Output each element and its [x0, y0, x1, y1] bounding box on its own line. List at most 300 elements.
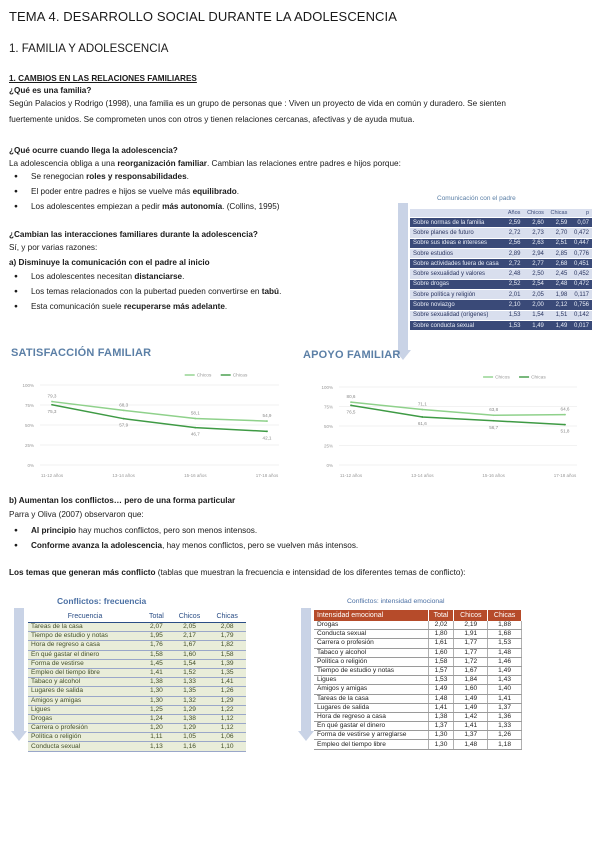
bullet-power: ● El poder entre padres e hijos se vuelve más equilibrado.	[31, 187, 239, 196]
freq-table-header-cell: Chicas	[208, 611, 246, 623]
freq-table-cell: 1,26	[208, 687, 246, 696]
comm-table-cell: 0,117	[570, 290, 592, 300]
freq-table-header-cell: Chicos	[171, 611, 209, 623]
freq-table-cell: 1,20	[142, 724, 171, 733]
comm-table-cell: 2,56	[504, 238, 523, 248]
int-table-row	[314, 740, 522, 749]
int-table-cell: 1,49	[488, 666, 522, 675]
int-table-cell: 1,61	[428, 639, 454, 648]
int-table-band	[301, 608, 311, 734]
comm-table-cell: 2,48	[547, 279, 570, 289]
int-table-cell: Amigos y amigas	[314, 685, 428, 694]
freq-table-cell: 1,60	[171, 650, 209, 659]
freq-table-cell: 1,41	[208, 678, 246, 687]
comm-table-cell: 2,89	[504, 248, 523, 258]
chart-data-label: 58,1	[190, 410, 200, 416]
int-table-cell: Drogas	[314, 621, 428, 630]
paragraph-topics: Los temas que generan más conflicto (tablas que muestran la frecuencia e intensidad de los diferentes temas de conflicto):	[9, 568, 466, 577]
paragraph-family-1: Según Palacios y Rodrigo (1998), una familia es un grupo de personas que : Viven un proyecto de vida en común y duradero. Se sienten	[9, 99, 506, 108]
comm-table-cell: Sobre normas de la familia	[410, 218, 504, 228]
int-table-cell: 1,48	[454, 740, 488, 749]
chart-x-tick-label: 13-14 años	[411, 473, 434, 478]
int-table-cell: 1,58	[428, 657, 454, 666]
int-table-row	[314, 712, 522, 721]
freq-table-cell: 1,12	[208, 724, 246, 733]
comm-table	[410, 209, 592, 330]
int-table-header-cell: Intensidad emocional	[314, 610, 428, 621]
chart-data-label: 61,6	[417, 420, 427, 426]
int-table-cell: 1,18	[488, 740, 522, 749]
comm-table-cell: Sobre estudios	[410, 248, 504, 258]
int-table-cell: 1,36	[488, 712, 522, 721]
int-table-cell: 1,60	[454, 685, 488, 694]
freq-table-cell: 1,58	[208, 650, 246, 659]
int-table-cell: 1,26	[488, 731, 522, 740]
int-table-cell: Lugares de salida	[314, 703, 428, 712]
int-table-cell: 1,80	[428, 630, 454, 639]
freq-table-cell: 1,52	[171, 668, 209, 677]
int-table-row	[314, 666, 522, 675]
int-table-header-cell: Total	[428, 610, 454, 621]
int-table-cell: 1,41	[428, 703, 454, 712]
chart-data-point	[194, 418, 196, 420]
comm-table-cell: 2,45	[547, 269, 570, 279]
comm-table-cell: 1,53	[504, 320, 523, 330]
bullet-recover: ● Esta comunicación suele recuperarse más adelante.	[31, 302, 227, 311]
int-table-cell: Forma de vestirse y arreglarse	[314, 731, 428, 740]
freq-table-title: Conflictos: frecuencia	[57, 596, 147, 606]
comm-table-header-cell: Chicos	[527, 210, 544, 216]
freq-table-cell: 1,82	[208, 641, 246, 650]
bullet-taboo: ● Los temas relacionados con la pubertad pueden convertirse en tabú.	[31, 287, 281, 296]
comm-table-cell: 2,10	[504, 300, 523, 310]
chart-data-point	[493, 414, 495, 416]
freq-table-cell: 1,29	[171, 705, 209, 714]
freq-table-cell: 1,32	[171, 696, 209, 705]
comm-table-cell: 1,53	[504, 310, 523, 320]
arrow-down-icon	[11, 731, 27, 741]
bullet-progress: ● Conforme avanza la adolescencia, hay menos conflictos, pero se vuelven más intensos.	[31, 541, 358, 550]
freq-table-row	[28, 678, 246, 687]
comm-table-cell: 0,452	[570, 269, 592, 279]
chart-data-point	[350, 404, 352, 406]
int-table-row	[314, 722, 522, 731]
int-table-cell: 1,67	[454, 666, 488, 675]
comm-table-cell: 2,48	[504, 269, 523, 279]
int-table-row	[314, 703, 522, 712]
comm-table-row	[410, 320, 592, 330]
freq-table-row	[28, 668, 246, 677]
chart-data-point	[266, 420, 268, 422]
question-interactions: ¿Cambian las interacciones familiares durante la adolescencia?	[9, 230, 258, 239]
int-table-cell: Tiempo de estudio y notas	[314, 666, 428, 675]
chart-data-point	[123, 418, 125, 420]
int-table-cell: 1,33	[488, 722, 522, 731]
comm-table-cell: 2,52	[504, 279, 523, 289]
chart-x-tick-label: 13-14 años	[112, 473, 135, 478]
freq-table-cell: Conducta sexual	[28, 742, 142, 751]
freq-table-header-cell: Total	[142, 611, 171, 623]
chart-y-tick-label: 50%	[24, 423, 34, 428]
chart-y-tick-label: 25%	[24, 443, 34, 448]
freq-table-cell: 1,38	[142, 678, 171, 687]
int-table-cell: 1,49	[428, 685, 454, 694]
freq-table-cell: Hora de regreso a casa	[28, 641, 142, 650]
int-table-cell: 1,53	[428, 676, 454, 685]
chart-data-label: 76,5	[346, 409, 356, 415]
freq-table-row	[28, 687, 246, 696]
freq-table-row	[28, 650, 246, 659]
freq-table-cell: 2,08	[208, 623, 246, 632]
int-table-cell: 1,43	[488, 676, 522, 685]
freq-table-cell: Amigos y amigas	[28, 696, 142, 705]
freq-table-cell: 1,25	[142, 705, 171, 714]
comm-table-cell: 0,756	[570, 300, 592, 310]
comm-table-cell: 2,85	[547, 248, 570, 258]
chart-data-label: 75,3	[47, 408, 57, 414]
comm-table-header-cell: Chicas	[550, 210, 568, 216]
comm-table-cell: 2,01	[504, 290, 523, 300]
comm-table-cell: 2,60	[523, 218, 546, 228]
int-table-cell: 1,30	[428, 731, 454, 740]
comm-table-band	[398, 203, 408, 353]
comm-table-header-cell: p	[585, 210, 589, 216]
comm-table-row	[410, 259, 592, 269]
int-table-cell: 1,30	[428, 740, 454, 749]
bullet-beginning: ● Al principio hay muchos conflictos, pero son menos intensos.	[31, 526, 257, 535]
int-table-row	[314, 639, 522, 648]
comm-table-row	[410, 218, 592, 228]
freq-table-cell: 1,39	[208, 659, 246, 668]
int-table-header	[314, 610, 522, 621]
freq-table-cell: Carrera o profesión	[28, 724, 142, 733]
comm-table-cell: Sobre planes de futuro	[410, 228, 504, 238]
chart-data-point	[123, 409, 125, 411]
int-table-cell: 1,42	[454, 712, 488, 721]
int-table-cell: 1,53	[488, 639, 522, 648]
comm-table-cell: 1,49	[523, 320, 546, 330]
freq-table-row	[28, 742, 246, 751]
int-table-cell: 1,40	[488, 685, 522, 694]
freq-table-cell: Tareas de la casa	[28, 623, 142, 632]
freq-table-cell: Ligues	[28, 705, 142, 714]
int-table-cell: 1,41	[488, 694, 522, 703]
freq-table-cell: 1,41	[142, 668, 171, 677]
comm-table-cell: 0,472	[570, 228, 592, 238]
comm-table-row	[410, 310, 592, 320]
freq-table-header	[28, 611, 246, 623]
chart-series-line	[351, 402, 565, 415]
comm-table-cell: Sobre sus ideas e intereses	[410, 238, 504, 248]
comm-table-cell: Sobre sexualidad (orígenes)	[410, 310, 504, 320]
freq-table-row	[28, 632, 246, 641]
int-table-cell: 1,77	[454, 648, 488, 657]
freq-table-cell: 1,06	[208, 733, 246, 742]
freq-table-cell: Drogas	[28, 714, 142, 723]
comm-table-header	[410, 209, 592, 218]
chart-data-point	[51, 404, 53, 406]
freq-table-cell: Lugares de salida	[28, 687, 142, 696]
comm-table-cell: Sobre noviazgo	[410, 300, 504, 310]
chart-data-point	[493, 420, 495, 422]
arrow-down-icon	[298, 731, 314, 741]
freq-table-cell: 1,05	[171, 733, 209, 742]
freq-table-cell: 1,45	[142, 659, 171, 668]
comm-table-cell: Sobre actividades fuera de casa	[410, 259, 504, 269]
chart-data-label: 56,7	[489, 424, 499, 430]
chart-data-point	[266, 430, 268, 432]
freq-table-cell: 2,07	[142, 623, 171, 632]
chart-legend-label: Chicos	[495, 375, 510, 381]
chart-x-tick-label: 11-12 años	[40, 473, 64, 478]
int-table-header-cell: Chicas	[488, 610, 522, 621]
int-table-cell: 1,37	[488, 703, 522, 712]
int-table-title: Conflictos: intensidad emocional	[347, 598, 445, 605]
comm-table-header-cell	[410, 209, 504, 218]
question-adolescence: ¿Qué ocurre cuando llega la adolescencia?	[9, 146, 178, 155]
subsection-heading: 1. CAMBIOS EN LAS RELACIONES FAMILIARES	[9, 74, 197, 83]
chart-data-label: 54,9	[262, 413, 272, 419]
freq-table-cell: 1,33	[171, 678, 209, 687]
bullet-roles: ● Se renegocian roles y responsabilidades.	[31, 172, 189, 181]
int-table-cell: 1,60	[428, 648, 454, 657]
comm-table-cell: 2,05	[523, 290, 546, 300]
freq-table-cell: 1,11	[142, 733, 171, 742]
comm-table-cell: 2,70	[547, 228, 570, 238]
int-table-cell: 1,37	[428, 722, 454, 731]
comm-table-cell: 0,776	[570, 248, 592, 258]
comm-table-cell: 2,77	[523, 259, 546, 269]
chart-support	[307, 367, 591, 483]
chart-x-tick-label: 17-18 años	[255, 473, 279, 478]
comm-table-cell: 0,07	[570, 218, 592, 228]
comm-table-cell: 2,68	[547, 259, 570, 269]
freq-table-row	[28, 733, 246, 742]
int-table-cell: 1,88	[488, 621, 522, 630]
freq-table-cell: 1,30	[142, 696, 171, 705]
freq-table	[28, 611, 246, 752]
comm-table-cell: 1,51	[547, 310, 570, 320]
freq-table-row	[28, 724, 246, 733]
chart-legend-label: Chicos	[196, 373, 212, 379]
chart-data-label: 46,7	[190, 431, 200, 437]
freq-table-cell: Empleo del tiempo libre	[28, 668, 142, 677]
freq-table-cell: 1,16	[171, 742, 209, 751]
question-family: ¿Qué es una familia?	[9, 86, 92, 95]
int-table-cell: 1,91	[454, 630, 488, 639]
freq-table-cell: 1,29	[171, 724, 209, 733]
int-table-row	[314, 694, 522, 703]
comm-table-cell: 2,72	[504, 259, 523, 269]
paragraph-family-2: fuertemente unidos. Se comprometen unos con otros y tienen relaciones cercanas, afectivas y de ayuda mutua.	[9, 115, 415, 124]
int-table-cell: Política o religión	[314, 657, 428, 666]
chart-data-point	[421, 409, 423, 411]
comm-table-cell: 0,142	[570, 310, 592, 320]
chart-data-point	[51, 401, 53, 403]
comm-table-cell: 2,12	[547, 300, 570, 310]
freq-table-cell: 1,35	[171, 687, 209, 696]
freq-table-row	[28, 696, 246, 705]
comm-table-cell: 1,49	[547, 320, 570, 330]
chart-y-tick-label: 75%	[24, 403, 34, 408]
comm-table-cell: 0,451	[570, 259, 592, 269]
paragraph-parra-oliva: Parra y Oliva (2007) observaron que:	[9, 510, 144, 519]
section-heading: 1. FAMILIA Y ADOLESCENCIA	[9, 43, 169, 55]
int-table	[314, 610, 522, 750]
chart-data-label: 51,8	[560, 428, 570, 434]
int-table-cell: Conducta sexual	[314, 630, 428, 639]
paragraph-adolescence: La adolescencia obliga a una reorganización familiar. Cambian las relaciones entre padres e hijos porque:	[9, 159, 401, 168]
freq-table-row	[28, 641, 246, 650]
int-table-row	[314, 621, 522, 630]
freq-table-cell: 1,38	[171, 714, 209, 723]
freq-table-cell: En qué gastar el dinero	[28, 650, 142, 659]
comm-table-row	[410, 290, 592, 300]
freq-table-row	[28, 659, 246, 668]
chart-data-point	[564, 424, 566, 426]
chart-x-tick-label: 11-12 años	[339, 473, 363, 478]
comm-table-row	[410, 248, 592, 258]
chart-legend-label: Chicas	[531, 375, 546, 381]
chart-x-tick-label: 17-18 años	[553, 473, 577, 478]
chart-data-label: 71,1	[417, 401, 427, 407]
chart-title-support: APOYO FAMILIAR	[303, 349, 401, 361]
bullet-autonomy: ● Los adolescentes empiezan a pedir más autonomía. (Collins, 1995)	[31, 202, 280, 211]
comm-table-header-cell: Años	[507, 210, 521, 216]
point-b-heading: b) Aumentan los conflictos… pero de una forma particular	[9, 496, 236, 505]
int-table-cell: 2,02	[428, 621, 454, 630]
int-table-cell: 1,49	[454, 694, 488, 703]
chart-data-point	[194, 427, 196, 429]
freq-table-cell: 1,79	[208, 632, 246, 641]
comm-table-row	[410, 228, 592, 238]
freq-table-cell: 1,24	[142, 714, 171, 723]
comm-table-cell: 2,63	[523, 238, 546, 248]
int-table-cell: 1,48	[488, 648, 522, 657]
chart-series-line	[52, 405, 267, 432]
int-table-row	[314, 648, 522, 657]
freq-table-cell: 1,12	[208, 714, 246, 723]
page-title: TEMA 4. DESARROLLO SOCIAL DURANTE LA ADOLESCENCIA	[9, 9, 398, 24]
chart-y-tick-label: 100%	[321, 385, 333, 390]
freq-table-cell: Forma de vestirse	[28, 659, 142, 668]
int-table-row	[314, 657, 522, 666]
comm-table-cell: 2,51	[547, 238, 570, 248]
int-table-cell: 1,49	[454, 703, 488, 712]
chart-data-label: 80,6	[346, 394, 356, 400]
int-table-cell: 1,57	[428, 666, 454, 675]
chart-y-tick-label: 50%	[323, 424, 333, 429]
freq-table-cell: Tabaco y alcohol	[28, 678, 142, 687]
comm-table-cell: Sobre drogas	[410, 279, 504, 289]
int-table-header-cell: Chicos	[454, 610, 488, 621]
freq-table-row	[28, 714, 246, 723]
chart-y-tick-label: 25%	[323, 443, 333, 449]
bullet-distance: ● Los adolescentes necesitan distanciarse.	[31, 272, 184, 281]
freq-table-cell: 1,76	[142, 641, 171, 650]
comm-table-cell: 1,98	[547, 290, 570, 300]
chart-data-point	[564, 414, 566, 416]
comm-table-cell: 2,50	[523, 269, 546, 279]
comm-table-cell: 1,54	[523, 310, 546, 320]
comm-table-cell: 2,59	[504, 218, 523, 228]
comm-table-cell: Sobre política y religión	[410, 290, 504, 300]
comm-table-cell: Sobre conducta sexual	[410, 320, 504, 330]
freq-table-cell: 1,35	[208, 668, 246, 677]
int-table-cell: 1,72	[454, 657, 488, 666]
chart-data-label: 42,1	[262, 435, 272, 441]
int-table-cell: Ligues	[314, 676, 428, 685]
chart-data-point	[421, 416, 423, 418]
freq-table-row	[28, 623, 246, 632]
chart-x-tick-label: 15-16 años	[482, 473, 505, 478]
freq-table-cell: Tiempo de estudio y notas	[28, 632, 142, 641]
comm-table-cell: 2,59	[547, 218, 570, 228]
int-table-cell: Empleo del tiempo libre	[314, 740, 428, 749]
comm-table-cell: Sobre sexualidad y valores	[410, 269, 504, 279]
int-table-cell: 1,84	[454, 676, 488, 685]
chart-title-satisfaction: SATISFACCIÓN FAMILIAR	[11, 347, 152, 359]
freq-table-cell: 2,17	[171, 632, 209, 641]
comm-table-cell: 2,94	[523, 248, 546, 258]
int-table-cell: Tabaco y alcohol	[314, 648, 428, 657]
chart-y-tick-label: 0%	[27, 463, 34, 468]
int-table-cell: 1,38	[428, 712, 454, 721]
freq-table-cell: 1,58	[142, 650, 171, 659]
int-table-row	[314, 731, 522, 740]
freq-table-cell: 1,95	[142, 632, 171, 641]
freq-table-cell: 1,22	[208, 705, 246, 714]
int-table-row	[314, 685, 522, 694]
int-table-cell: Tareas de la casa	[314, 694, 428, 703]
chart-legend-label: Chicas	[232, 373, 248, 379]
point-a-heading: a) Disminuye la comunicación con el padre al inicio	[9, 258, 210, 267]
chart-data-label: 64,6	[560, 406, 570, 412]
int-table-row	[314, 630, 522, 639]
paragraph-reasons: Sí, y por varias razones:	[9, 243, 98, 252]
int-table-cell: 1,77	[454, 639, 488, 648]
chart-y-tick-label: 75%	[323, 404, 333, 410]
chart-y-tick-label: 100%	[22, 383, 34, 388]
comm-table-row	[410, 238, 592, 248]
chart-data-label: 63,8	[489, 407, 499, 413]
freq-table-row	[28, 705, 246, 714]
int-table-cell: 1,68	[488, 630, 522, 639]
comm-table-cell: 2,54	[523, 279, 546, 289]
comm-table-cell: 0,472	[570, 279, 592, 289]
int-table-cell: 1,41	[454, 722, 488, 731]
freq-table-cell: 1,13	[142, 742, 171, 751]
chart-satisfaction	[8, 365, 293, 483]
comm-table-cell: 0,447	[570, 238, 592, 248]
comm-table-cell: 2,00	[523, 300, 546, 310]
freq-table-cell: 1,29	[208, 696, 246, 705]
chart-data-point	[350, 401, 352, 403]
comm-table-cell: 0,017	[570, 320, 592, 330]
comm-table-cell: 2,72	[504, 228, 523, 238]
comm-table-row	[410, 300, 592, 310]
freq-table-cell: Política o religión	[28, 733, 142, 742]
int-table-cell: 1,48	[428, 694, 454, 703]
int-table-cell: 1,46	[488, 657, 522, 666]
int-table-row	[314, 676, 522, 685]
chart-y-tick-label: 0%	[326, 463, 333, 468]
freq-table-band	[14, 608, 24, 734]
chart-data-label: 68,3	[119, 402, 129, 408]
freq-table-cell: 2,05	[171, 623, 209, 632]
chart-x-tick-label: 15-16 años	[184, 473, 207, 478]
freq-table-cell: 1,10	[208, 742, 246, 751]
